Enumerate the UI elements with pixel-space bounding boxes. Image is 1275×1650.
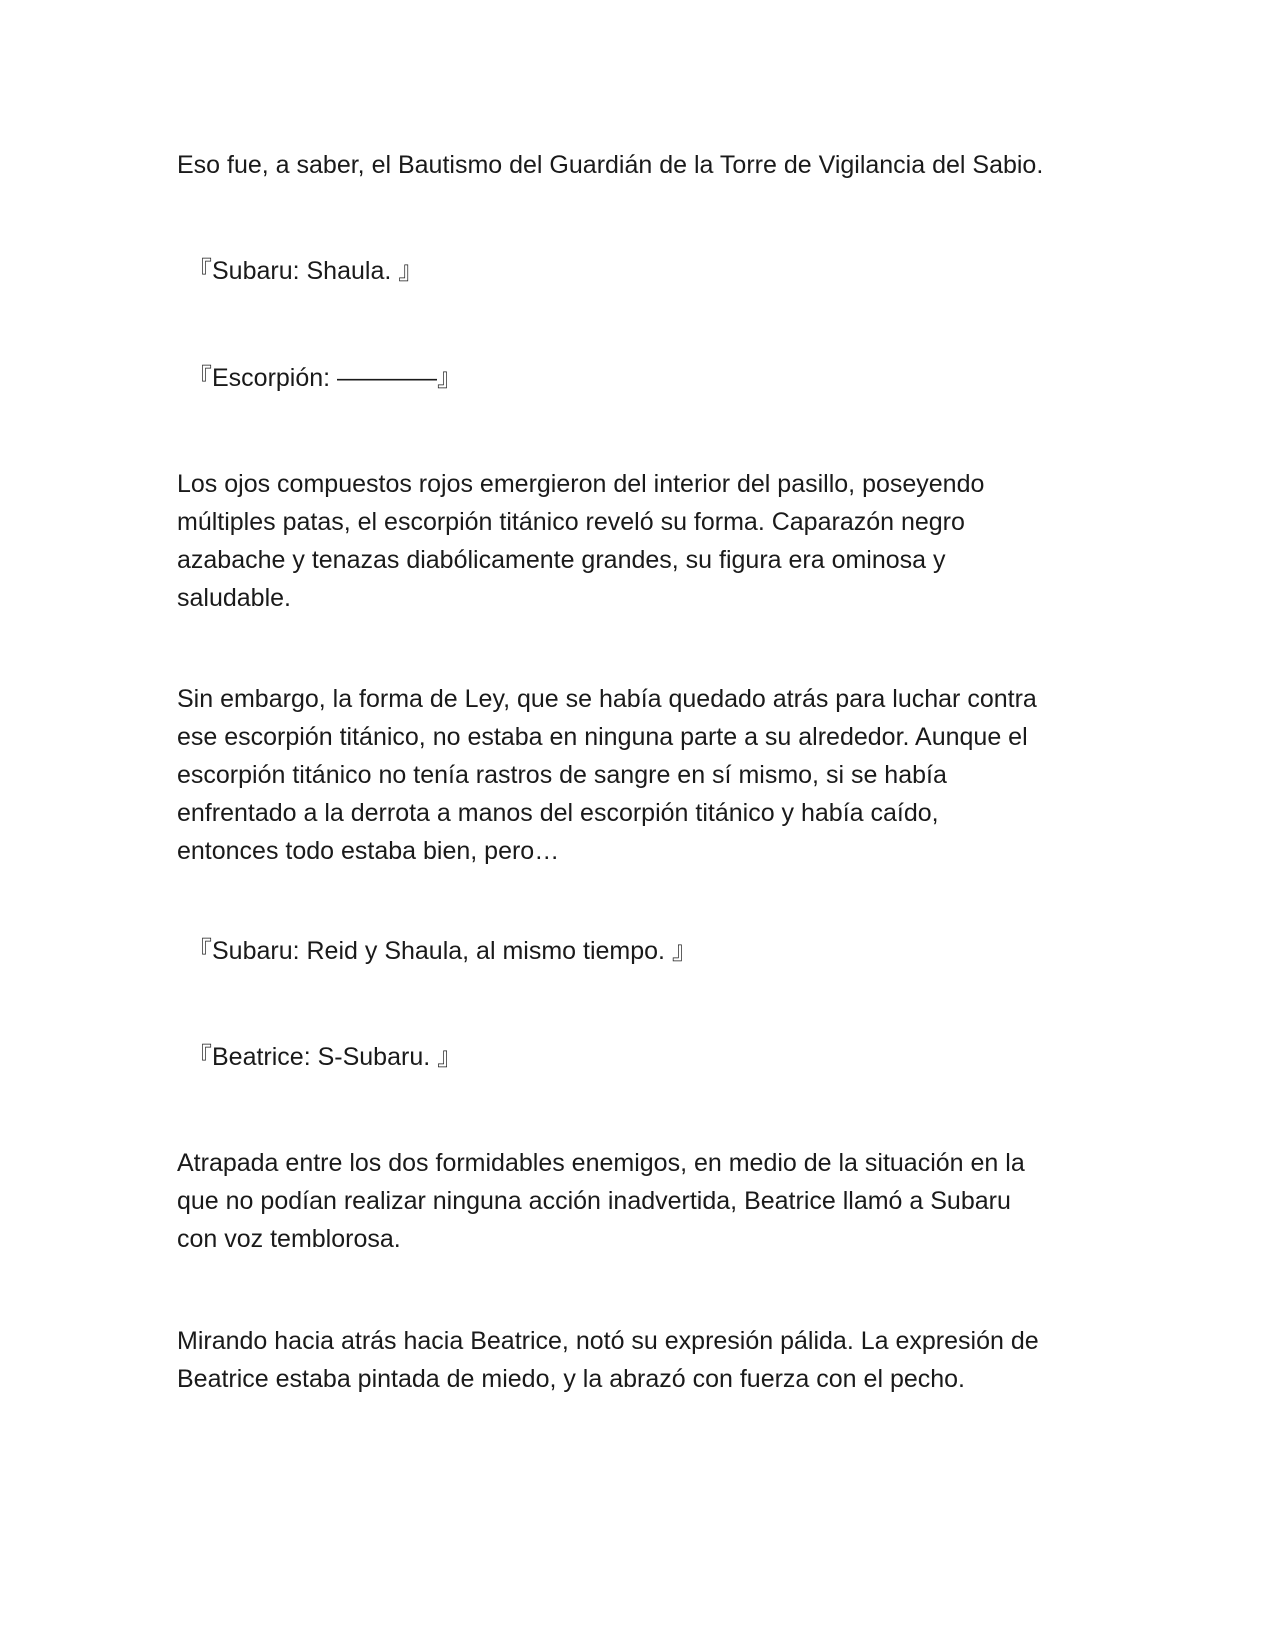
paragraph-line: saludable.	[177, 584, 291, 612]
paragraph-line: múltiples patas, el escorpión titánico reveló su forma. Caparazón negro	[177, 508, 965, 536]
paragraph-line: Mirando hacia atrás hacia Beatrice, notó su expresión pálida. La expresión de	[177, 1327, 1039, 1355]
paragraph-1	[177, 146, 1107, 184]
paragraph-line: Sin embargo, la forma de Ley, que se había quedado atrás para luchar contra	[177, 685, 1037, 713]
paragraph-line: con voz temblorosa.	[177, 1225, 401, 1253]
dialogue-escorpion: 『Escorpión: ————』	[187, 364, 463, 392]
paragraph-5	[177, 1322, 1107, 1398]
paragraph-line: que no podían realizar ninguna acción inadvertida, Beatrice llamó a Subaru	[177, 1187, 1011, 1215]
paragraph-line: Eso fue, a saber, el Bautismo del Guardián de la Torre de Vigilancia del Sabio.	[177, 151, 1044, 179]
paragraph-4	[177, 1144, 1107, 1258]
dialogue-beatrice: 『Beatrice: S-Subaru. 』	[187, 1043, 463, 1071]
paragraph-3	[177, 680, 1107, 870]
paragraph-line: ese escorpión titánico, no estaba en ninguna parte a su alrededor. Aunque el	[177, 723, 1028, 751]
paragraph-line: azabache y tenazas diabólicamente grandes, su figura era ominosa y	[177, 546, 946, 574]
paragraph-line: Los ojos compuestos rojos emergieron del interior del pasillo, poseyendo	[177, 470, 985, 498]
dialogue-subaru-reid-shaula: 『Subaru: Reid y Shaula, al mismo tiempo. 』	[187, 937, 697, 965]
paragraph-line: escorpión titánico no tenía rastros de sangre en sí mismo, si se había	[177, 761, 947, 789]
paragraph-2	[177, 465, 1107, 617]
dialogue-subaru-shaula: 『Subaru: Shaula. 』	[187, 257, 424, 285]
paragraph-line: enfrentado a la derrota a manos del escorpión titánico y había caído,	[177, 799, 939, 827]
paragraph-line: Beatrice estaba pintada de miedo, y la abrazó con fuerza con el pecho.	[177, 1365, 966, 1393]
paragraph-line: entonces todo estaba bien, pero…	[177, 837, 560, 865]
paragraph-line: Atrapada entre los dos formidables enemigos, en medio de la situación en la	[177, 1149, 1025, 1177]
